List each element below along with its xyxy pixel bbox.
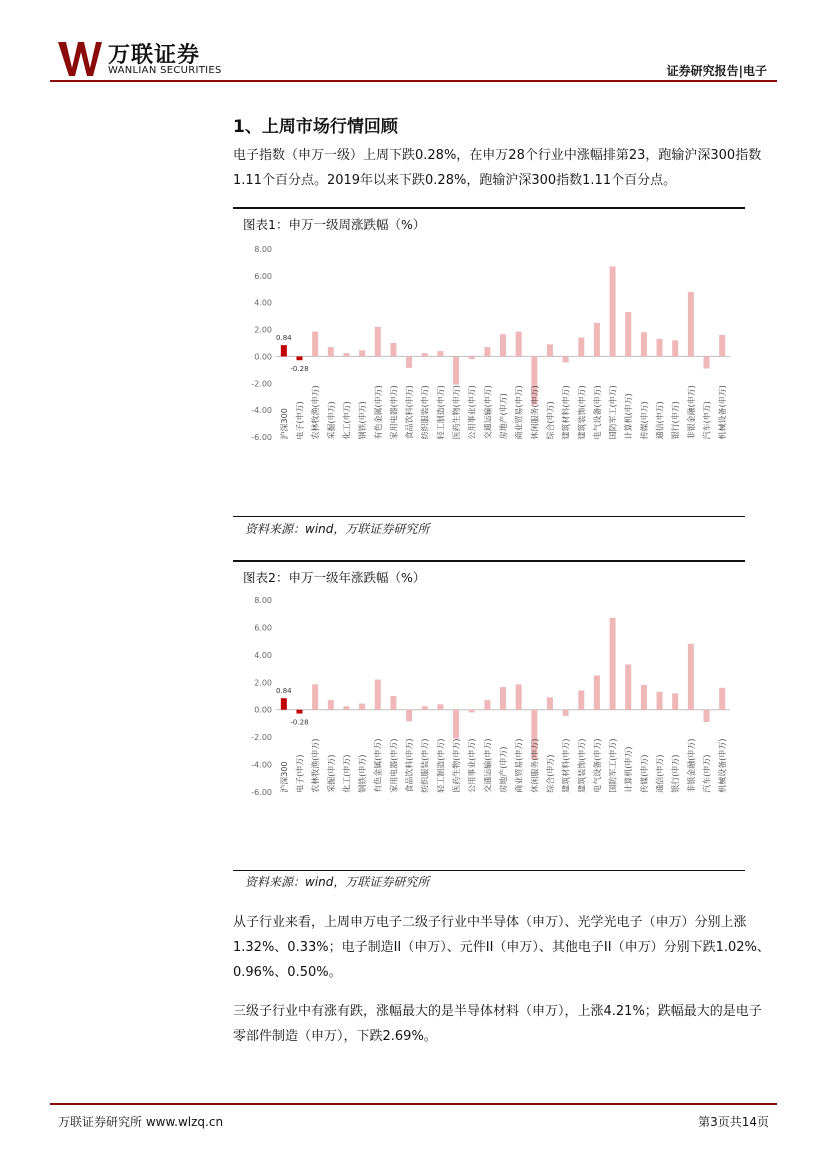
category-label: 建筑装饰(申万)	[577, 385, 587, 440]
bar	[312, 684, 318, 709]
bar	[343, 353, 349, 356]
bar	[547, 697, 553, 709]
category-label: 钢铁(申万)	[358, 401, 368, 440]
category-label: 建筑材料(申万)	[561, 738, 571, 793]
bar	[390, 343, 396, 356]
bar	[516, 684, 522, 709]
category-label: 公用事业(申万)	[467, 385, 477, 440]
bar	[578, 338, 584, 357]
bar	[594, 675, 600, 709]
bar	[484, 700, 490, 710]
category-label: 电子(申万)	[295, 754, 305, 793]
category-label: 商业贸易(申万)	[514, 385, 524, 440]
tertiary-paragraph: 三级子行业中有涨有跌，涨幅最大的是半导体材料（申万），上涨4.21%；跌幅最大的是电子零部件制造（申万），下跌2.69%。	[233, 1004, 762, 1044]
y-tick-label: -2.00	[251, 379, 272, 389]
category-label: 国防军工(申万)	[608, 738, 618, 793]
category-label: 休闲服务(申万)	[530, 738, 540, 793]
category-label: 沪深300	[279, 408, 289, 440]
category-label: 有色金属(申万)	[373, 385, 383, 440]
bar	[657, 339, 663, 356]
bar	[688, 644, 694, 710]
category-label: 有色金属(申万)	[373, 738, 383, 793]
figure1-source: 资料来源：wind，万联证券研究所	[245, 522, 430, 536]
figure1-title: 图表1：申万一级周涨跌幅（%）	[233, 207, 745, 231]
category-label: 食品饮料(申万)	[405, 385, 415, 440]
category-label: 计算机(申万)	[624, 746, 634, 793]
category-label: 房地产(申万)	[499, 393, 508, 440]
y-tick-label: -4.00	[251, 406, 272, 416]
y-tick-label: 4.00	[254, 650, 272, 660]
category-label: 食品饮料(申万)	[405, 738, 415, 793]
category-label: 通信(申万)	[655, 401, 665, 440]
y-tick-label: 6.00	[254, 623, 272, 633]
data-label: 0.84	[276, 687, 292, 696]
bar	[625, 312, 631, 356]
category-label: 交通运输(申万)	[483, 385, 493, 440]
y-tick-label: -6.00	[251, 788, 272, 797]
data-label: -0.28	[290, 718, 309, 727]
bar	[375, 680, 381, 710]
category-label: 采掘(申万)	[326, 754, 336, 793]
category-label: 医药生物(申万)	[452, 738, 462, 793]
bar	[281, 345, 287, 356]
bar	[610, 266, 616, 356]
bar	[641, 332, 647, 356]
bar	[469, 356, 475, 359]
bar	[594, 323, 600, 357]
category-label: 电子(申万)	[295, 401, 305, 440]
bar	[500, 334, 506, 356]
bar	[719, 335, 725, 356]
category-label: 建筑材料(申万)	[561, 385, 571, 440]
category-label: 房地产(申万)	[499, 746, 508, 793]
section-title: 1、上周市场行情回顾	[233, 117, 398, 137]
footer-website: 万联证券研究所 www.wlzq.cn	[58, 1115, 224, 1129]
category-label: 综合(申万)	[545, 754, 555, 793]
bar	[563, 710, 569, 716]
category-label: 医药生物(申万)	[452, 385, 462, 440]
bar	[469, 710, 475, 713]
figure2-source: 资料来源：wind，万联证券研究所	[245, 875, 430, 889]
category-label: 传媒(申万)	[639, 754, 649, 793]
category-label: 计算机(申万)	[624, 393, 634, 440]
bar	[375, 327, 381, 357]
bar	[359, 350, 365, 356]
bar	[625, 664, 631, 709]
brand-name-cn: 万联证券	[108, 43, 201, 68]
bar	[422, 706, 428, 709]
category-label: 电气设备(申万)	[592, 738, 602, 793]
bar	[578, 691, 584, 710]
category-label: 通信(申万)	[655, 754, 665, 793]
category-label: 汽车(申万)	[702, 401, 712, 440]
bar	[453, 710, 459, 739]
bar	[406, 356, 412, 367]
figure2-bottom-rule	[233, 870, 745, 871]
bar	[641, 685, 647, 710]
bar	[672, 693, 678, 709]
data-label: 0.84	[276, 334, 292, 343]
category-label: 汽车(申万)	[702, 754, 712, 793]
bar	[672, 340, 678, 356]
category-label: 非银金融(申万)	[686, 738, 696, 793]
bar	[719, 688, 725, 710]
bar	[563, 356, 569, 362]
figure1-chart	[233, 233, 745, 513]
y-tick-label: -6.00	[251, 433, 272, 442]
bar	[704, 710, 710, 722]
category-label: 纺织服装(申万)	[420, 738, 430, 793]
category-label: 建筑装饰(申万)	[577, 738, 587, 793]
bar	[359, 704, 365, 710]
brand-name-en: WANLIAN SECURITIES	[108, 65, 222, 76]
category-label: 机械设备(申万)	[718, 738, 728, 793]
category-label: 化工(申万)	[342, 401, 352, 440]
bar	[657, 692, 663, 710]
bar	[500, 687, 506, 710]
bar	[328, 700, 334, 710]
category-label: 采掘(申万)	[326, 401, 336, 440]
bar	[296, 356, 302, 360]
bar	[453, 356, 459, 384]
category-label: 商业贸易(申万)	[514, 738, 524, 793]
bar	[312, 332, 318, 357]
bar	[704, 356, 710, 368]
category-label: 传媒(申万)	[639, 401, 649, 440]
bar	[406, 710, 412, 722]
y-tick-label: -2.00	[251, 733, 272, 743]
bar	[688, 292, 694, 356]
brand-logo	[58, 40, 238, 80]
category-label: 家用电器(申万)	[389, 385, 399, 440]
bar	[343, 706, 349, 709]
intro-paragraph: 电子指数（申万一级）上周下跌0.28%，在申万28个行业中涨幅排第23，跑输沪深300指数1.11个百分点。2019年以来下跌0.28%，跑输沪深300指数1.11个百分点。	[233, 148, 762, 188]
category-label: 家用电器(申万)	[389, 738, 399, 793]
figure2-title: 图表2：申万一级年涨跌幅（%）	[233, 560, 745, 584]
category-label: 机械设备(申万)	[718, 385, 728, 440]
category-label: 银行(申万)	[671, 401, 681, 440]
bar	[516, 332, 522, 357]
bar	[390, 696, 396, 710]
y-tick-label: -4.00	[251, 760, 272, 770]
bar	[281, 698, 287, 710]
category-label: 钢铁(申万)	[358, 754, 368, 793]
bar	[422, 353, 428, 356]
category-label: 轻工制造(申万)	[436, 738, 446, 793]
report-type: 证券研究报告|电子	[666, 64, 767, 78]
data-label: -0.28	[290, 365, 309, 374]
y-tick-label: 0.00	[254, 705, 272, 715]
figure1-bottom-rule	[233, 516, 745, 517]
bar	[610, 618, 616, 710]
bar	[437, 704, 443, 709]
category-label: 综合(申万)	[545, 401, 555, 440]
category-label: 农林牧渔(申万)	[311, 738, 321, 793]
y-tick-label: 6.00	[254, 271, 272, 281]
category-label: 沪深300	[279, 761, 289, 793]
category-label: 公用事业(申万)	[467, 738, 477, 793]
y-tick-label: 2.00	[254, 325, 272, 335]
category-label: 电气设备(申万)	[592, 385, 602, 440]
bar	[437, 351, 443, 356]
y-tick-label: 2.00	[254, 678, 272, 688]
y-tick-label: 4.00	[254, 298, 272, 308]
wanlian-logo-icon	[58, 42, 102, 76]
category-label: 农林牧渔(申万)	[311, 385, 321, 440]
y-tick-label: 8.00	[254, 596, 272, 605]
bar	[547, 344, 553, 356]
subindustry-paragraph: 从子行业来看，上周申万电子二级子行业中半导体（申万）、光学光电子（申万）分别上涨1.32%、0.33%；电子制造II（申万）、元件II（申万）、其他电子II（申万）分别下跌1.02%、0.96%、0.50%。	[233, 915, 770, 980]
category-label: 休闲服务(申万)	[530, 385, 540, 440]
category-label: 国防军工(申万)	[608, 385, 618, 440]
page-number: 第3页共14页	[698, 1115, 769, 1129]
header-divider	[50, 80, 777, 82]
category-label: 交通运输(申万)	[483, 738, 493, 793]
y-tick-label: 0.00	[254, 352, 272, 362]
category-label: 非银金融(申万)	[686, 385, 696, 440]
bar	[484, 347, 490, 356]
category-label: 化工(申万)	[342, 754, 352, 793]
y-tick-label: 8.00	[254, 245, 272, 254]
bar	[296, 710, 302, 714]
bar	[328, 347, 334, 356]
category-label: 轻工制造(申万)	[436, 385, 446, 440]
category-label: 纺织服装(申万)	[420, 385, 430, 440]
footer-divider	[50, 1103, 777, 1105]
figure2-chart	[233, 585, 745, 870]
category-label: 银行(申万)	[671, 754, 681, 793]
